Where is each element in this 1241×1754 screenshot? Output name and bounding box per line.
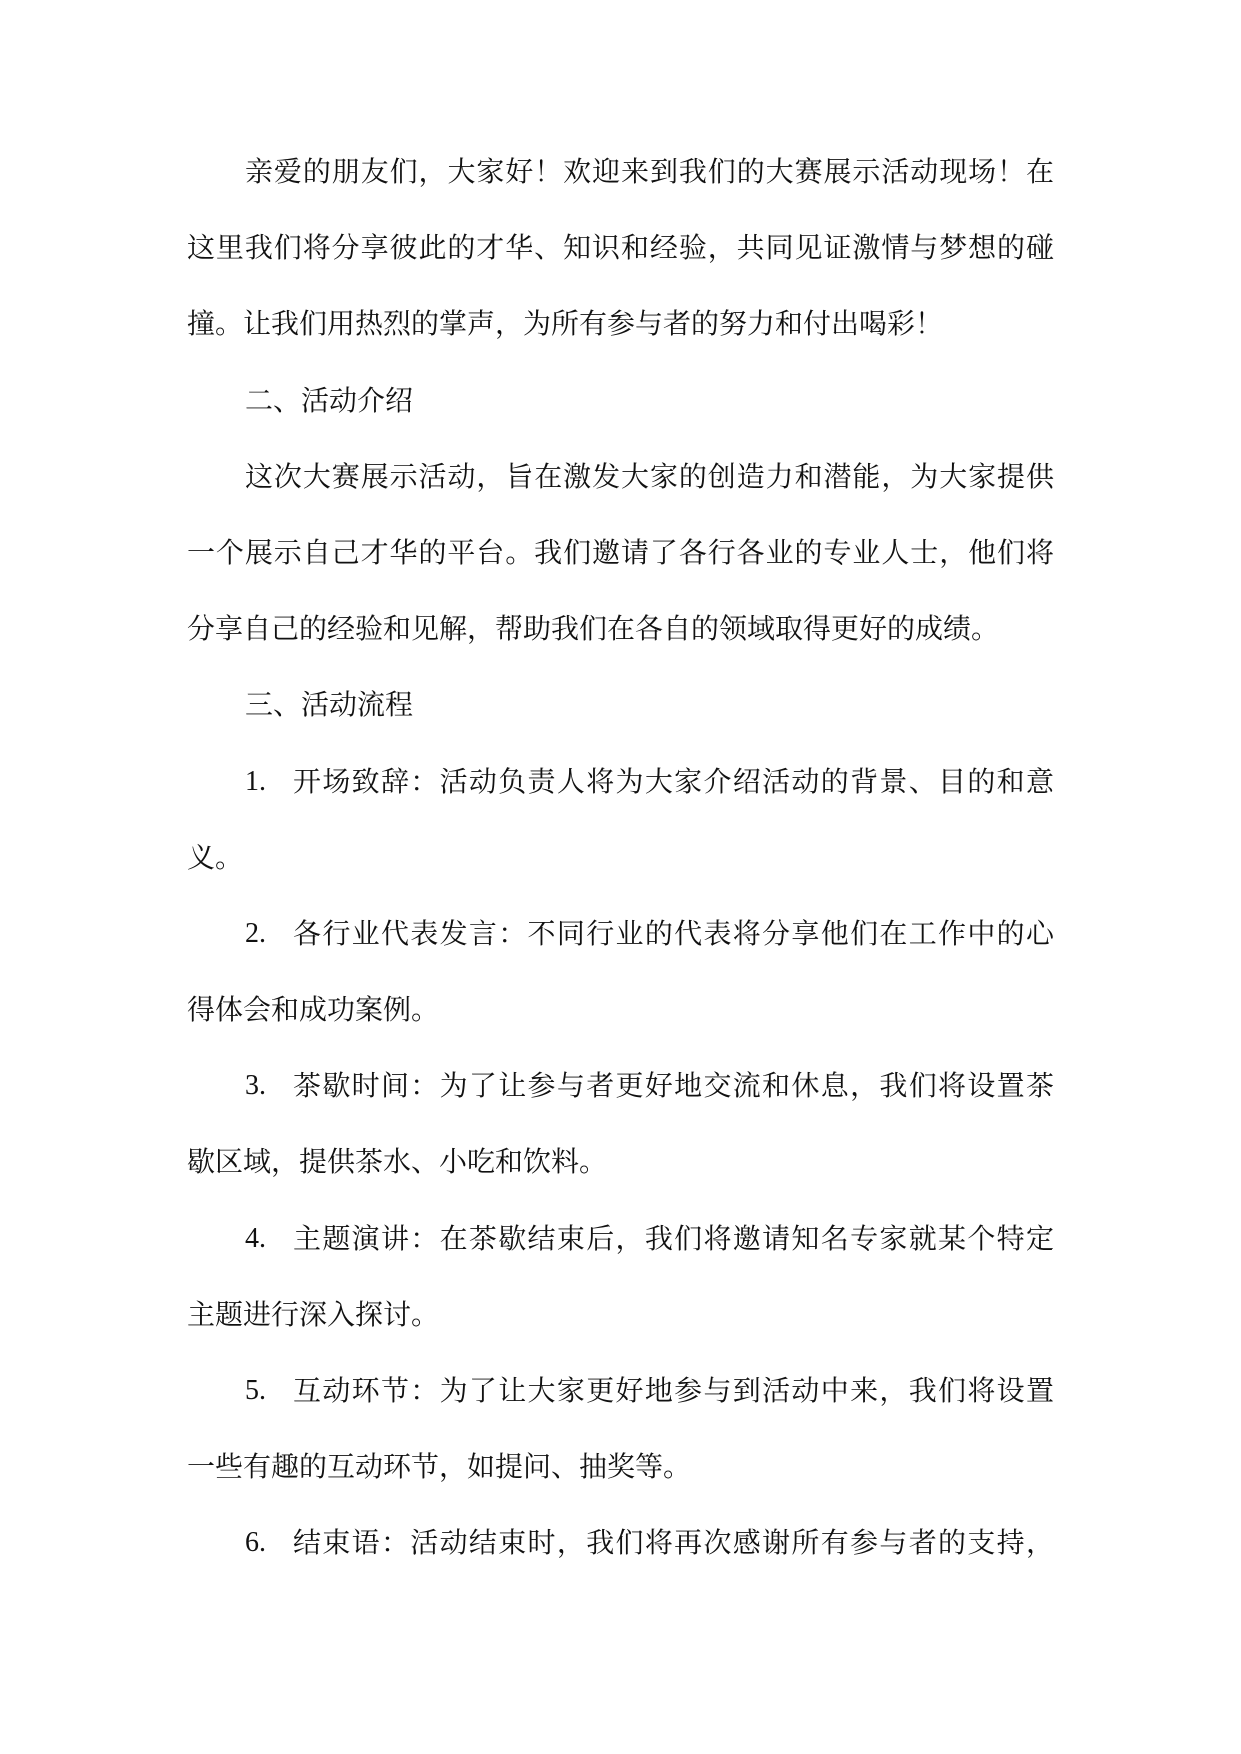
list-item-first-line — [187, 1505, 1054, 1581]
list-item-first-line — [187, 1048, 1054, 1124]
activity-intro-paragraph — [187, 439, 1054, 668]
list-item — [187, 744, 1054, 896]
section-heading-activity-intro: 二、活动介绍 — [245, 383, 414, 417]
text-line: 各行业代表发言：不同行业的代表将分享他们在工作中的心 — [293, 916, 1054, 950]
document-body — [187, 134, 1054, 1582]
text-line: 分享自己的经验和见解，帮助我们在各自的领域取得更好的成绩。 — [187, 612, 1000, 646]
list-item — [187, 1048, 1054, 1200]
list-item-first-line — [187, 896, 1054, 972]
list-item — [187, 896, 1054, 1048]
section-heading-activity-flow: 三、活动流程 — [245, 688, 414, 722]
text-line: 这里我们将分享彼此的才华、知识和经验，共同见证激情与梦想的碰 — [187, 231, 1054, 265]
list-item-number: 3. — [245, 1070, 266, 1102]
list-item-first-line — [187, 744, 1054, 820]
list-item-first-line — [187, 1201, 1054, 1277]
text-line: 主题进行深入探讨。 — [187, 1297, 440, 1331]
text-line: 结束语：活动结束时，我们将再次感谢所有参与者的支持， — [293, 1526, 1054, 1560]
list-item-number: 6. — [245, 1527, 266, 1559]
text-line: 一些有趣的互动环节，如提问、抽奖等。 — [187, 1450, 692, 1484]
list-item-number: 5. — [245, 1375, 266, 1406]
list-item-number: 2. — [245, 917, 266, 949]
text-line: 互动环节：为了让大家更好地参与到活动中来，我们将设置 — [293, 1374, 1054, 1407]
greeting-paragraph — [187, 134, 1054, 363]
text-line: 主题演讲：在茶歇结束后，我们将邀请知名专家就某个特定 — [293, 1221, 1054, 1255]
text-line: 撞。让我们用热烈的掌声，为所有参与者的努力和付出喝彩！ — [187, 307, 944, 341]
list-item-first-line — [187, 1353, 1054, 1429]
list-item — [187, 1201, 1054, 1353]
text-line: 得体会和成功案例。 — [187, 993, 440, 1027]
list-item-number: 4. — [245, 1222, 266, 1254]
text-line: 亲爱的朋友们，大家好！欢迎来到我们的大赛展示活动现场！在 — [245, 155, 1054, 188]
text-line: 歇区域，提供茶水、小吃和饮料。 — [187, 1145, 608, 1179]
text-line: 义。 — [187, 840, 244, 874]
list-item — [187, 1505, 1054, 1581]
list-item-number: 1. — [245, 765, 266, 797]
text-line: 茶歇时间：为了让参与者更好地交流和休息，我们将设置茶 — [293, 1069, 1054, 1103]
text-line: 这次大赛展示活动，旨在激发大家的创造力和潜能，为大家提供 — [245, 459, 1054, 493]
text-line: 一个展示自己才华的平台。我们邀请了各行各业的专业人士，他们将 — [187, 535, 1054, 569]
list-item — [187, 1353, 1054, 1505]
text-line: 开场致辞：活动负责人将为大家介绍活动的背景、目的和意 — [293, 764, 1054, 798]
